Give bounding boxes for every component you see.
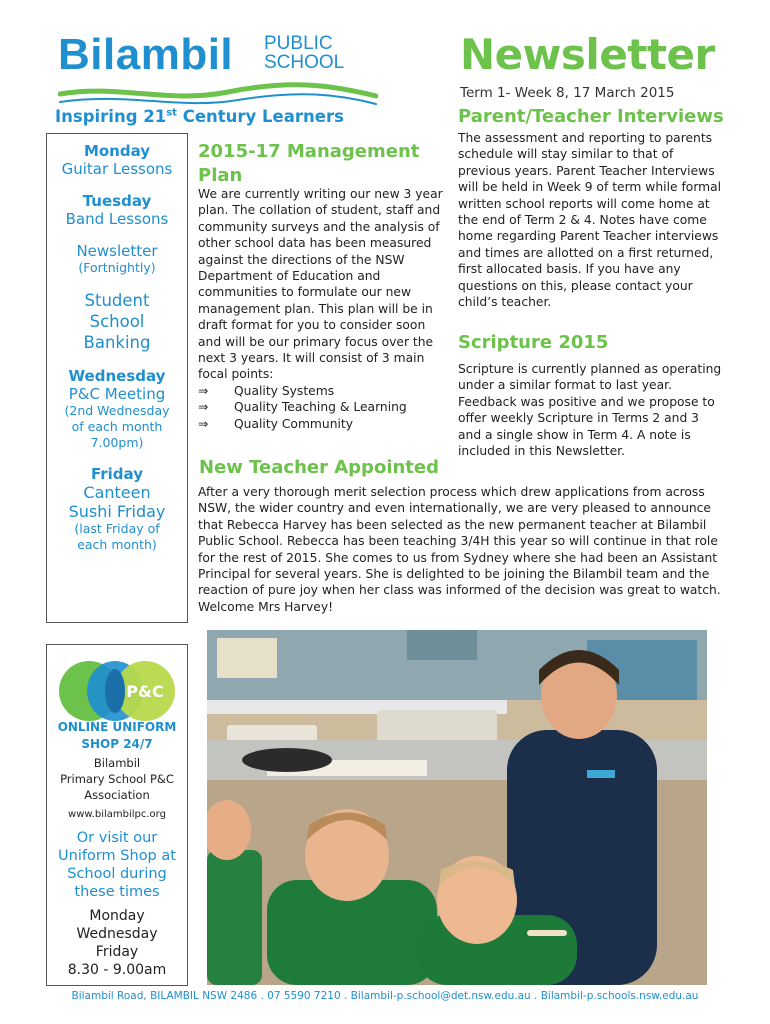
school-logo xyxy=(58,30,378,110)
sidebar-day-friday: Friday xyxy=(90,465,143,483)
sidebar-day-monday: Monday xyxy=(83,142,151,160)
interviews-body: The assessment and reporting to parents schedule will stay similar to that of previous years. Parent Teacher Interviews will be held in Week 9 of term while formal written school reports will come home at the end of Term 2 & 4. Notes have come home regarding Parent Teacher interviews and times are allotted on a first returned, first allocated basis. If you have any questions on this, please contact your child’s teacher. xyxy=(458,131,722,310)
sidebar-activity-band: Band Lessons xyxy=(65,210,169,228)
sidebar-sushi: Sushi Friday xyxy=(68,502,166,521)
uniform-org-1: Bilambil xyxy=(93,756,141,770)
sidebar-banking-2: School xyxy=(89,312,145,331)
sidebar-day-wednesday: Wednesday xyxy=(68,367,166,385)
sidebar-pc-note-1: (2nd Wednesday xyxy=(64,403,170,418)
logo-sub-school: SCHOOL xyxy=(264,52,345,73)
management-body: We are currently writing our new 3 year plan. The collation of student, staff and community surveys and the analysis of other school data has been measured against the directions of the NSW Department of Education and communities to formulate our new management plan. This plan will be in draft format for you to consider soon and will be our primary focus over the next 3 years. It will consist of 3 main focal points: xyxy=(198,187,443,382)
classroom-photo-image xyxy=(207,630,707,985)
schedule-sidebar xyxy=(46,133,188,623)
sidebar-banking-1: Student xyxy=(84,291,150,310)
sidebar-sushi-note-1: (last Friday of xyxy=(74,521,160,536)
sidebar-newsletter-frequency: (Fortnightly) xyxy=(78,260,156,275)
uniform-visit-3: School during xyxy=(67,866,167,882)
management-heading-line-1: 2015-17 Management xyxy=(198,141,420,162)
uniform-website-link[interactable]: www.bilambilpc.org xyxy=(68,809,166,820)
logo-sub-public: PUBLIC xyxy=(264,33,333,54)
new-teacher-welcome: Welcome Mrs Harvey! xyxy=(198,599,334,614)
sidebar-newsletter: Newsletter xyxy=(76,242,158,260)
new-teacher-article xyxy=(198,484,728,615)
uniform-title-1: ONLINE UNIFORM xyxy=(57,720,177,734)
new-teacher-heading: New Teacher Appointed xyxy=(199,457,439,478)
logo-wordmark: Bilambil xyxy=(58,30,234,79)
tagline-pre: Inspiring 21 xyxy=(55,107,167,126)
term-date: Term 1- Week 8, 17 March 2015 xyxy=(460,85,675,101)
new-teacher-body: After a very thorough merit selection process which drew applications from across NSW, the wider country and even internationally, we are very pleased to announce that Rebecca Harvey has been selected as the new permanent teacher at Bilambil Public School. Rebecca has been teaching 3/4H this year so will continue in that role for the rest of 2015. She comes to us from Sydney where she had been an Assistant Principal for several years. She is delighted to be joining the Bilambil team and the reaction of pure joy when her class was informed of the decision was great to watch. xyxy=(198,485,721,598)
uniform-times-3: Friday xyxy=(95,944,139,960)
svg-text:P&C: P&C xyxy=(126,682,164,701)
school-tagline xyxy=(55,107,344,126)
sidebar-pc-note-2: of each month xyxy=(71,419,163,434)
sidebar-pc-note-3: 7.00pm) xyxy=(90,435,144,450)
sidebar-canteen: Canteen xyxy=(83,483,151,502)
uniform-org-2: Primary School P&C xyxy=(60,772,174,786)
sidebar-day-tuesday: Tuesday xyxy=(82,192,152,210)
uniform-visit-1: Or visit our xyxy=(76,830,158,846)
logo-wave-icon xyxy=(58,80,378,110)
management-point: ⇒ Quality Systems xyxy=(198,383,444,399)
pc-logo-icon xyxy=(57,653,179,728)
sidebar-sushi-note-2: each month) xyxy=(77,537,157,552)
tagline-sup: st xyxy=(166,107,177,119)
interviews-heading: Parent/Teacher Interviews xyxy=(458,106,724,127)
sidebar-banking-3: Banking xyxy=(83,333,151,352)
newsletter-title: Newsletter xyxy=(460,30,715,79)
uniform-title-2: SHOP 24/7 xyxy=(81,737,153,751)
uniform-times-1: Monday xyxy=(89,908,145,924)
footer-contact: Bilambil Road, BILAMBIL NSW 2486 . 07 5590 7210 . Bilambil-p.school@det.nsw.edu.au . Bilambil-p.schools.nsw.edu.au xyxy=(71,990,699,1002)
logo-subtitle xyxy=(264,34,344,72)
scripture-heading: Scripture 2015 xyxy=(458,332,609,353)
uniform-visit-2: Uniform Shop at xyxy=(58,848,176,864)
tagline-post: Century Learners xyxy=(176,107,344,126)
uniform-times-2: Wednesday xyxy=(76,926,158,942)
sidebar-activity-guitar: Guitar Lessons xyxy=(61,160,173,178)
uniform-org-3: Association xyxy=(84,788,150,802)
management-heading xyxy=(198,140,438,188)
management-heading-line-2: Plan xyxy=(198,165,243,186)
uniform-visit-4: these times xyxy=(74,884,160,900)
management-point: ⇒ Quality Community xyxy=(198,416,444,432)
classroom-photo xyxy=(207,630,707,985)
management-point: ⇒ Quality Teaching & Learning xyxy=(198,399,444,415)
sidebar-pc-meeting: P&C Meeting xyxy=(68,385,166,403)
uniform-shop-box xyxy=(46,644,188,986)
management-article xyxy=(198,186,444,432)
uniform-times-4: 8.30 - 9.00am xyxy=(67,962,167,978)
scripture-body: Scripture is currently planned as operating under a similar format to last year. Feedback was positive and we propose to offer weekly Scripture in Terms 2 and 3 and a single show in Term 4. A note is included in this Newsletter. xyxy=(458,362,722,459)
